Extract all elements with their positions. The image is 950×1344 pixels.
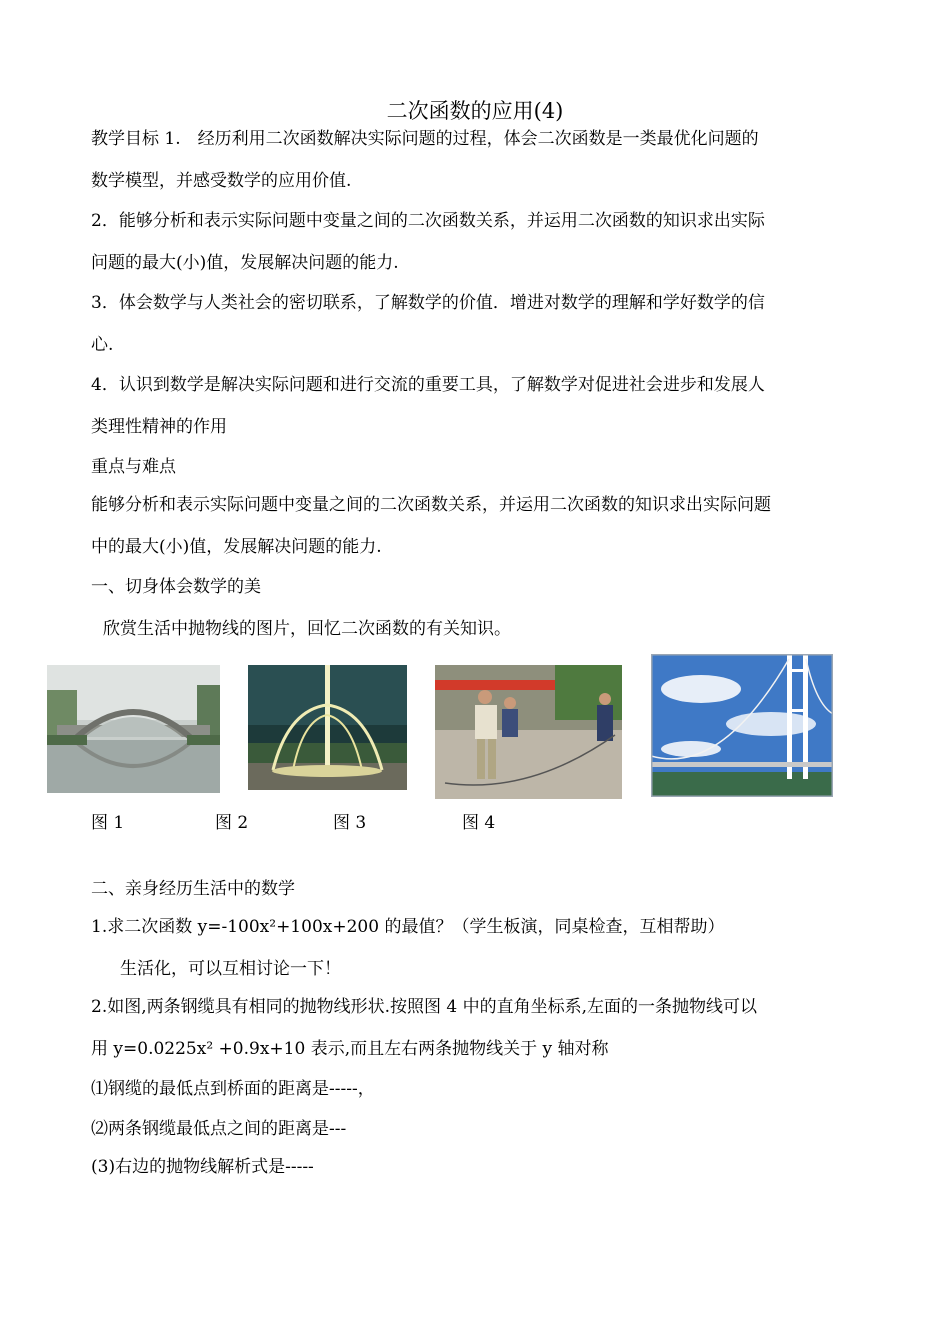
question-1: 1.求二次函数 y=-100x²+100x+200 的最值？（学生板演，同桌检查，互相帮助） — [91, 917, 725, 937]
suspension-bridge-photo — [651, 654, 833, 797]
fountain-photo — [248, 665, 407, 790]
objective-line: 2．能够分析和表示实际问题中变量之间的二次函数关系，并运用二次函数的知识求出实际 — [91, 211, 765, 231]
figure-caption: 图 2 — [215, 813, 249, 833]
objective-line: 4．认识到数学是解决实际问题和进行交流的重要工具，了解数学对促进社会进步和发展人 — [91, 375, 765, 395]
question-1-note: 生活化，可以互相讨论一下！ — [120, 959, 341, 979]
question-2-line: 2.如图,两条钢缆具有相同的抛物线形状.按照图 4 中的直角坐标系,左面的一条抛物线可以 — [91, 997, 758, 1017]
objective-line: 数学模型，并感受数学的应用价值. — [91, 171, 352, 191]
figure-caption: 图 4 — [462, 813, 496, 833]
question-2-line: 用 y=0.0225x² +0.9x+10 表示,而且左右两条抛物线关于 y 轴对称 — [91, 1039, 609, 1059]
sub-question-2: ⑵两条钢缆最低点之间的距离是--- — [91, 1119, 347, 1139]
key-points-heading: 重点与难点 — [91, 457, 176, 477]
sub-question-1: ⑴钢缆的最低点到桥面的距离是-----， — [91, 1079, 375, 1099]
figure-caption: 图 1 — [91, 813, 125, 833]
objective-line: 3．体会数学与人类社会的密切联系，了解数学的价值．增进对数学的理解和学好数学的信 — [91, 293, 765, 313]
objective-line: 教学目标 1. 经历利用二次函数解决实际问题的过程，体会二次函数是一类最优化问题的 — [91, 129, 759, 149]
objective-line: 心. — [91, 335, 114, 355]
jump-rope-photo — [435, 665, 622, 799]
objective-line: 问题的最大(小)值，发展解决问题的能力. — [91, 253, 399, 273]
arch-bridge-photo — [47, 665, 220, 793]
page-title: 二次函数的应用(4) — [386, 99, 564, 123]
key-points-line: 中的最大(小)值，发展解决问题的能力. — [91, 537, 382, 557]
objective-line: 类理性精神的作用 — [91, 417, 227, 437]
section1-heading: 一、切身体会数学的美 — [91, 577, 261, 597]
sub-question-3: (3)右边的抛物线解析式是----- — [91, 1157, 314, 1177]
figure-caption: 图 3 — [333, 813, 367, 833]
key-points-line: 能够分析和表示实际问题中变量之间的二次函数关系，并运用二次函数的知识求出实际问题 — [91, 495, 771, 515]
section2-heading: 二、亲身经历生活中的数学 — [91, 879, 295, 899]
section1-intro: 欣赏生活中抛物线的图片，回忆二次函数的有关知识。 — [103, 619, 511, 639]
